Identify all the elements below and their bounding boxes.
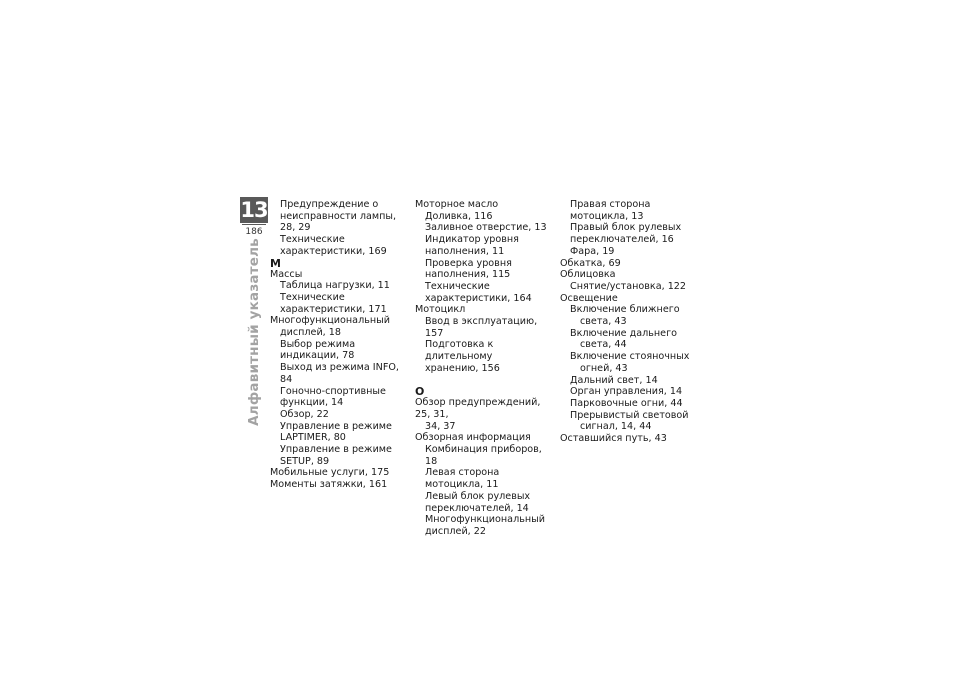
index-subentry: Гоночно-спортивные [280, 385, 386, 397]
index-subentry: переключателей, 14 [425, 502, 529, 514]
index-subentry: Правая сторона [570, 199, 651, 210]
index-subentry: LAPTIMER, 80 [280, 432, 346, 444]
index-subentry: Проверка уровня [425, 257, 512, 269]
index-subentry: Дальний свет, 14 [570, 374, 658, 386]
index-subentry: хранению, 156 [425, 362, 500, 374]
index-subentry: Управление в режиме [280, 420, 392, 432]
index-subentry: Снятие/установка, 122 [570, 280, 687, 292]
index-subentry: наполнения, 115 [425, 269, 511, 281]
index-subentry: характеристики, 164 [425, 292, 532, 304]
index-subentry: дисплей, 22 [425, 525, 486, 537]
index-entry: Многофункциональный [270, 315, 390, 327]
index-subentry: Обзор, 22 [280, 408, 329, 420]
index-subentry: Комбинация приборов, 18 [425, 444, 542, 467]
index-subentry: Включение дальнего [570, 327, 677, 339]
index-letter-heading: О [415, 385, 425, 399]
index-subentry: Правый блок рулевых [570, 222, 682, 234]
index-entry: Обзор предупреждений, 25, 31, [415, 397, 541, 420]
index-column-1 [270, 199, 410, 491]
index-subentry: Индикатор уровня [425, 234, 519, 246]
page-number: 186 [245, 227, 263, 237]
index-entry: Массы [270, 268, 303, 280]
index-subentry: сигнал, 14, 44 [580, 421, 652, 433]
index-subentry: Предупреждение о [280, 199, 379, 210]
index-entry: Обзорная информация [415, 432, 531, 444]
index-entry: Мотоцикл [415, 304, 466, 316]
index-subentry: Управление в режиме [280, 444, 392, 456]
index-entry: дисплей, 18 [280, 327, 341, 339]
index-subentry: Левая сторона мотоцикла, 11 [425, 467, 500, 491]
index-subentry: света, 43 [580, 316, 627, 328]
index-subentry: Левый блок рулевых [425, 490, 531, 502]
chapter-divider [242, 224, 266, 225]
index-entry: Моменты затяжки, 161 [270, 479, 388, 491]
index-subentry: наполнения, 11 [425, 245, 505, 257]
index-column-2 [415, 199, 557, 538]
index-entry: Мобильные услуги, 175 [270, 467, 390, 479]
index-subentry: функции, 14 [280, 397, 344, 409]
index-subentry: Заливное отверстие, 13 [425, 222, 547, 234]
index-subentry: Выход из режима INFO, 84 [280, 362, 399, 385]
index-entry: Облицовка [560, 269, 616, 281]
index-spacer [415, 375, 557, 387]
index-entry: Моторное масло [415, 199, 499, 210]
index-subentry: мотоцикла, 13 [570, 210, 644, 222]
index-entry: Освещение [560, 292, 618, 304]
index-subentry: характеристики, 171 [280, 303, 387, 315]
index-subentry: Подготовка к длительному [425, 339, 494, 363]
index-subentry: Выбор режима индикации, 78 [280, 338, 356, 362]
index-subentry: SETUP, 89 [280, 455, 330, 467]
index-subentry: Ввод в эксплуатацию, 157 [425, 316, 538, 339]
index-column-3 [560, 199, 702, 445]
index-subentry: света, 44 [580, 339, 627, 351]
index-entry: 34, 37 [425, 420, 456, 432]
index-subentry: Фара, 19 [570, 245, 615, 257]
index-subentry: Технические [425, 280, 490, 292]
index-subentry: Прерывистый световой [570, 409, 689, 421]
index-subentry: Доливка, 116 [425, 210, 493, 222]
index-subentry: огней, 43 [580, 362, 628, 374]
index-subentry: Технические [280, 234, 345, 246]
index-subentry: Таблица нагрузки, 11 [280, 280, 390, 292]
index-letter-heading: М [270, 256, 281, 270]
index-subentry: характеристики, 169 [280, 245, 387, 257]
index-entry: Оставшийся путь, 43 [560, 433, 667, 445]
index-subentry: Парковочные огни, 44 [570, 397, 683, 409]
chapter-number: 13 [240, 198, 268, 222]
index-subentry: Многофункциональный [425, 514, 545, 526]
index-subentry: Включение ближнего [570, 304, 680, 316]
index-entry: Обкатка, 69 [560, 257, 621, 269]
section-title: Алфавитный указатель [246, 238, 262, 426]
index-subentry: неисправности лампы, 28, 29 [280, 210, 397, 234]
index-subentry: Технические [280, 291, 345, 303]
index-subentry: переключателей, 16 [570, 234, 674, 246]
index-subentry: Орган управления, 14 [570, 386, 683, 398]
index-subentry: Включение стояночных [570, 351, 690, 363]
